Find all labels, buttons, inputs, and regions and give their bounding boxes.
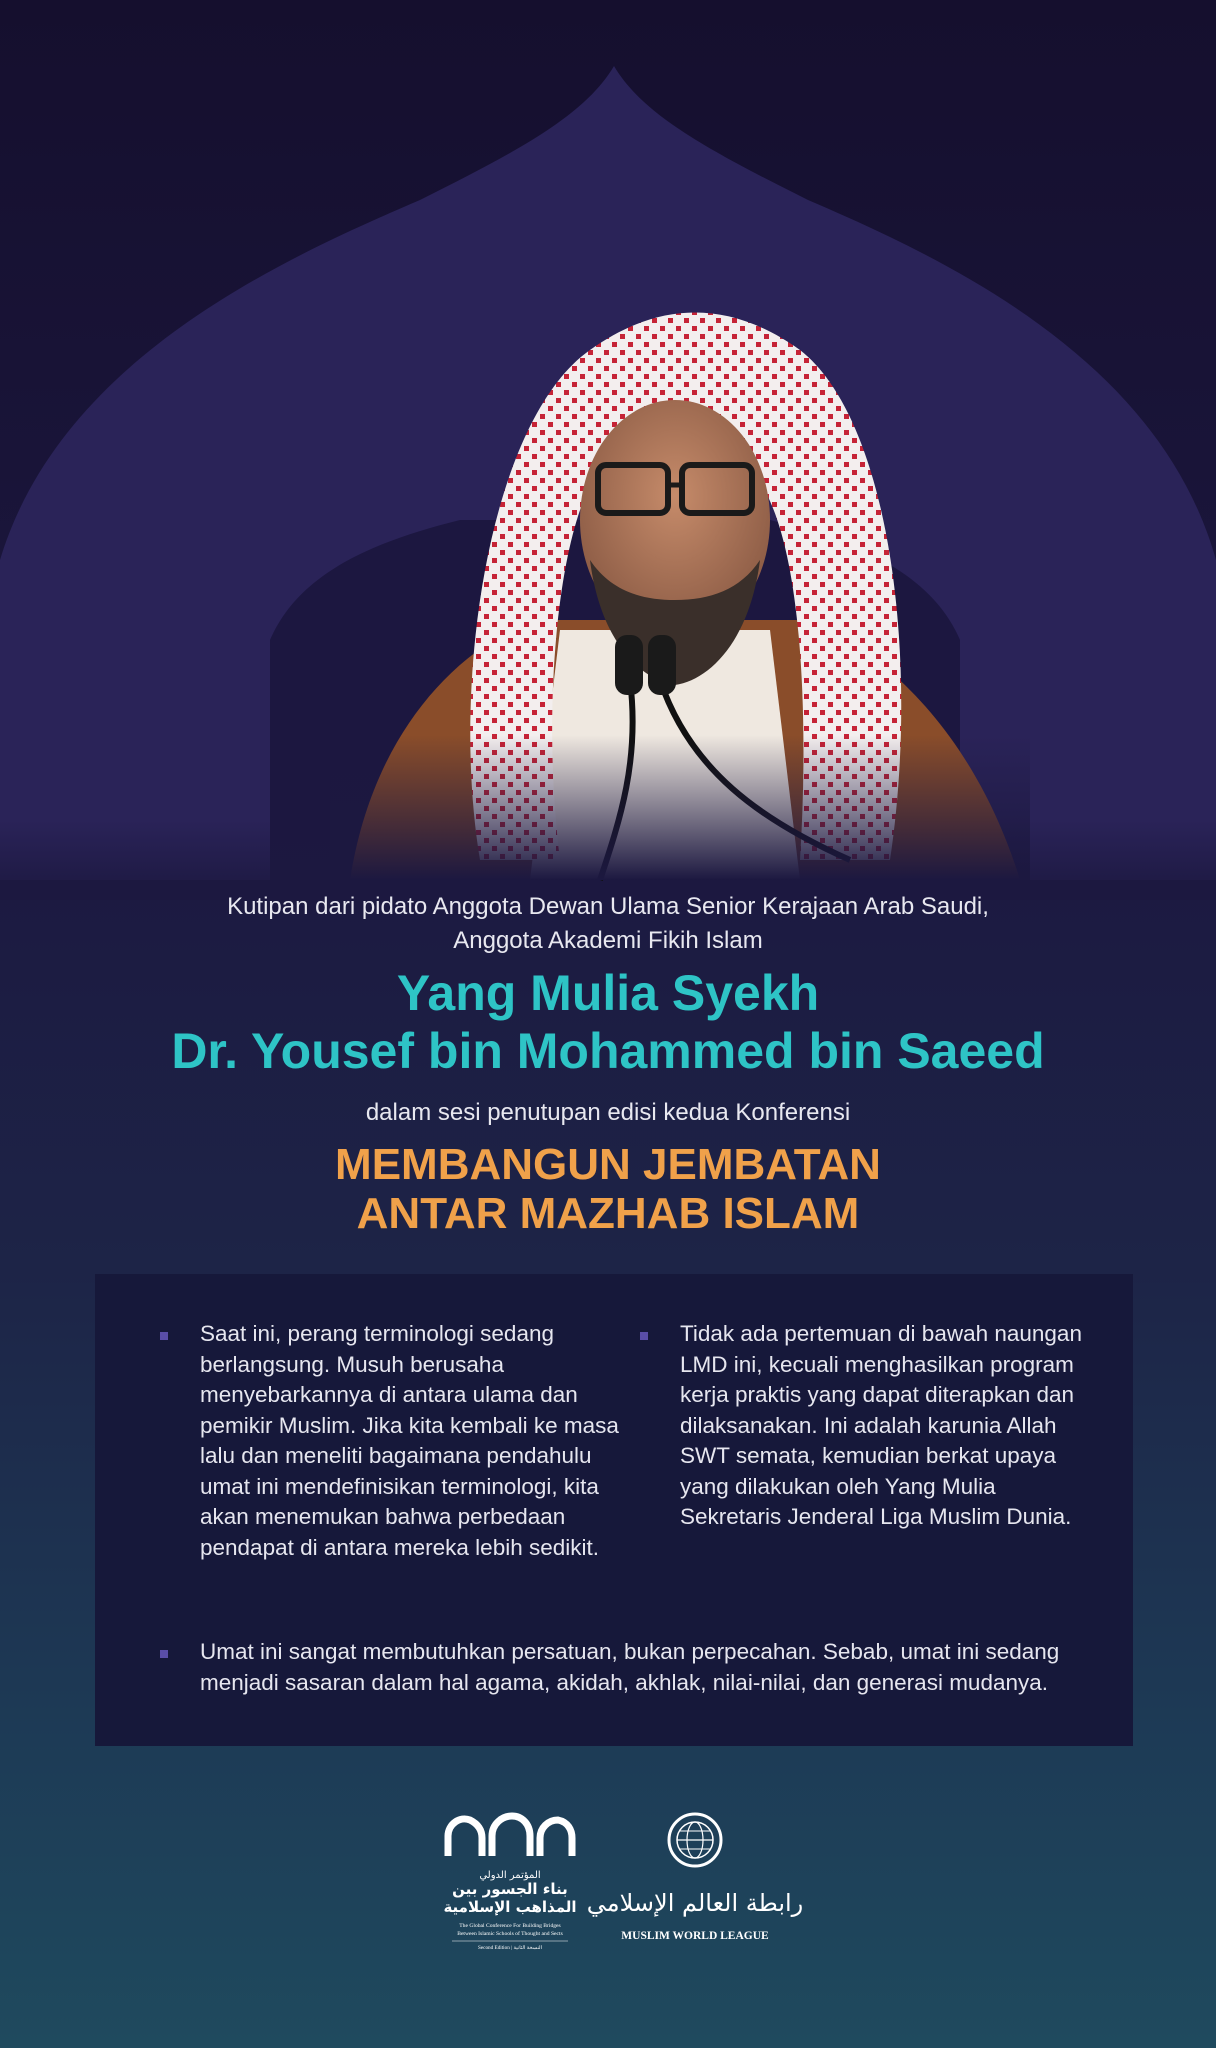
intro-line-2: Anggota Akademi Fikih Islam xyxy=(453,927,763,954)
bridges-edition: Second Edition | النسخة الثانية xyxy=(477,1945,543,1951)
quote-text: Tidak ada pertemuan di bawah naungan LMD ini, kecuali menghasilkan program kerja praktis yang dapat diterapkan dan dilaksanakan. Ini adalah karunia Allah SWT semata, kemudian berkat upaya yang dilakukan oleh Yang Mulia Sekretaris Jenderal Liga Muslim Dunia. xyxy=(680,1321,1082,1529)
bullet-marker-icon xyxy=(160,1332,168,1340)
arches-logo-icon xyxy=(448,1816,572,1856)
conference-title-line-1: MEMBANGUN JEMBATAN xyxy=(335,1140,881,1189)
session-text: dalam sesi penutupan edisi kedua Konferensi xyxy=(365,1099,851,1126)
quote-text: Umat ini sangat membutuhkan persatuan, bukan perpecahan. Sebab, umat ini sedang menjadi sasaran dalam hal agama, akidah, akhlak, nilai-nilai, dan generasi mudanya. xyxy=(200,1639,1060,1695)
quote-item xyxy=(200,1319,620,1563)
speaker-portrait xyxy=(330,300,1030,880)
intro-line-1: Kutipan dari pidato Anggota Dewan Ulama Senior Kerajaan Arab Saudi, xyxy=(227,893,989,920)
bridges-arabic-line-3: المذاهب الإسلامية xyxy=(443,1898,577,1916)
mwl-arabic-name: رابطة العالم الإسلامي xyxy=(586,1889,804,1917)
bridges-conference-logo xyxy=(440,1806,580,1966)
speaker-name: Dr. Yousef bin Mohammed bin Saeed xyxy=(171,1023,1045,1079)
quote-item xyxy=(200,1637,1100,1698)
bridges-english-line-1: The Global Conference For Building Bridges xyxy=(459,1923,561,1929)
bridges-arabic-line-1: المؤتمر الدولي xyxy=(479,1870,541,1881)
quote-item xyxy=(680,1319,1100,1533)
globe-emblem-icon xyxy=(669,1814,721,1866)
bridges-arabic-line-2: بناء الجسور بين xyxy=(452,1880,568,1898)
muslim-world-league-logo xyxy=(586,1806,804,1966)
bullet-marker-icon xyxy=(160,1650,168,1658)
conference-title-line-2: ANTAR MAZHAB ISLAM xyxy=(356,1189,860,1238)
quote-text: Saat ini, perang terminologi sedang berlangsung. Musuh berusaha menyebarkannya di antara ulama dan pemikir Muslim. Jika kita kembali ke masa lalu dan meneliti bagaimana pendahulu umat ini mendefinisikan terminologi, kita akan menemukan bahwa perbedaan pendapat di antara mereka lebih sedikit. xyxy=(200,1321,619,1560)
bridges-english-line-2: Between Islamic Schools of Thought and Sects xyxy=(457,1931,563,1937)
speaker-title: Yang Mulia Syekh xyxy=(396,965,820,1021)
bullet-marker-icon xyxy=(640,1332,648,1340)
mwl-english-name: MUSLIM WORLD LEAGUE xyxy=(621,1930,769,1942)
